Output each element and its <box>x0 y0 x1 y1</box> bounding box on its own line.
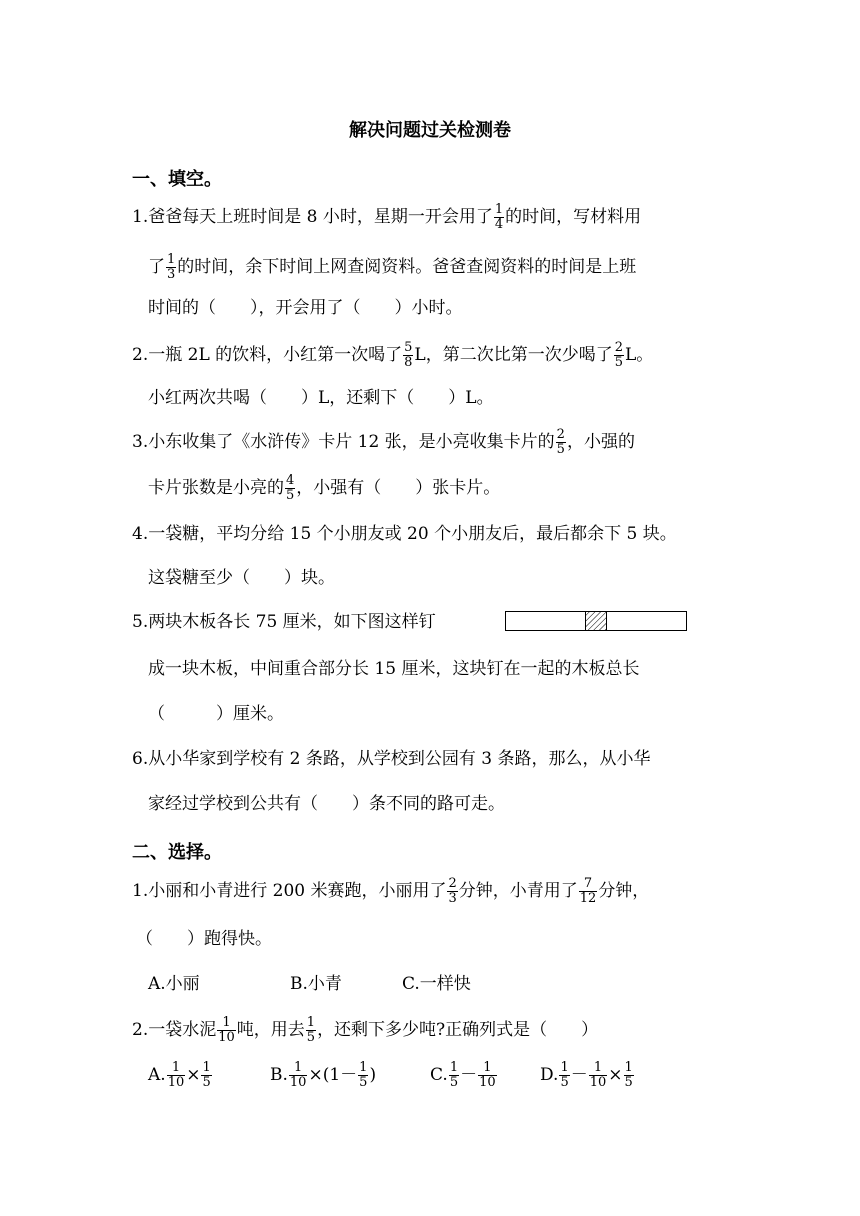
q1-line2: 了 $\frac{1}{3}$ 的时间，余下时间上网查阅资料。爸爸查阅资料的时间是上班 <box>148 252 637 282</box>
q3-line2: 卡片张数是小亮的 $\frac{4}{5}$ ，小强有（ ）张卡片。 <box>148 473 501 503</box>
c2-line1: 2.一袋水泥 $\frac{1}{10}$ 吨，用去 $\frac{1}{5}$ ，还剩下多少吨?正确列式是（ ） <box>132 1015 599 1045</box>
fraction: $\frac{1}{4}$ <box>494 202 504 232</box>
c2-option-a: A. $\frac{1}{10}$ × $\frac{1}{5}$ <box>148 1060 211 1090</box>
fraction: $\frac{1}{5}$ <box>306 1015 316 1045</box>
fraction: $\frac{2}{5}$ <box>556 427 565 457</box>
q1-line1: 1.爸爸每天上班时间是 8 小时，星期一开会用了 $\frac{1}{4}$ 的时间，写材料用 <box>132 202 642 232</box>
fraction: $\frac{1}{10}$ <box>167 1060 185 1090</box>
overlap-region <box>586 612 607 631</box>
c2-option-b: B. $\frac{1}{10}$ ×(1－ $\frac{1}{5}$ ) <box>270 1060 377 1090</box>
q6-line1: 6.从小华家到学校有 2 条路，从学校到公园有 3 条路，那么，从小华 <box>132 749 651 769</box>
fraction: $\frac{1}{5}$ <box>359 1060 368 1090</box>
c1-option-c: C.一样快 <box>402 974 471 994</box>
fraction: $\frac{1}{5}$ <box>449 1060 459 1090</box>
q5-line2: 成一块木板，中间重合部分长 15 厘米，这块钉在一起的木板总长 <box>148 659 640 679</box>
fraction: $\frac{1}{5}$ <box>624 1060 633 1090</box>
fraction: $\frac{5}{8}$ <box>404 340 413 370</box>
q1-line3: 时间的（ ），开会用了（ ）小时。 <box>148 298 463 318</box>
c1-option-b: B.小青 <box>290 974 342 994</box>
fraction: $\frac{1}{10}$ <box>218 1015 235 1045</box>
q5-line3: （ ）厘米。 <box>148 704 284 724</box>
q2-line1: 2.一瓶 2L 的饮料，小红第一次喝了 $\frac{5}{8}$ L，第二次比第一次少喝了 $\frac{2}{5}$ L。 <box>132 340 654 370</box>
c1-line1: 1.小丽和小青进行 200 米赛跑，小丽用了 $\frac{2}{3}$ 分钟，小青用了 $\frac{7}{12}$ 分钟， <box>132 876 650 906</box>
fraction: $\frac{2}{3}$ <box>448 876 457 906</box>
c2-option-c: C. $\frac{1}{5}$ － $\frac{1}{10}$ <box>430 1060 496 1090</box>
fraction: $\frac{4}{5}$ <box>286 473 295 503</box>
fraction: $\frac{2}{5}$ <box>614 340 623 370</box>
fraction: $\frac{1}{5}$ <box>202 1060 211 1090</box>
section-heading-choice: 二、选择。 <box>132 842 222 863</box>
c1-option-a: A.小丽 <box>148 974 200 994</box>
section-heading-fill-in: 一、填空。 <box>132 169 222 190</box>
q4-line1: 4.一袋糖，平均分给 15 个小朋友或 20 个小朋友后，最后都余下 5 块。 <box>132 524 677 544</box>
q6-line2: 家经过学校到公共有（ ）条不同的路可走。 <box>148 794 505 814</box>
fraction: $\frac{7}{12}$ <box>579 876 597 906</box>
c2-option-d: D. $\frac{1}{5}$ － $\frac{1}{10}$ × $\frac{1}{5}$ <box>540 1060 633 1090</box>
q4-line2: 这袋糖至少（ ）块。 <box>148 568 335 588</box>
fraction: $\frac{1}{10}$ <box>479 1060 496 1090</box>
fraction: $\frac{1}{10}$ <box>589 1060 607 1090</box>
q2-line2: 小红两次共喝（ ）L，还剩下（ ）L。 <box>148 388 494 408</box>
page-title: 解决问题过关检测卷 <box>349 120 511 141</box>
c1-line2: （ ）跑得快。 <box>136 929 272 949</box>
q5-line1: 5.两块木板各长 75 厘米，如下图这样钉 <box>132 612 436 632</box>
q3-line1: 3.小东收集了《水浒传》卡片 12 张，是小亮收集卡片的 $\frac{2}{5}$ ，小强的 <box>132 427 635 457</box>
fraction: $\frac{1}{10}$ <box>289 1060 307 1090</box>
board-diagram <box>505 611 687 631</box>
fraction: $\frac{1}{5}$ <box>560 1060 569 1090</box>
fraction: $\frac{1}{3}$ <box>167 252 176 282</box>
